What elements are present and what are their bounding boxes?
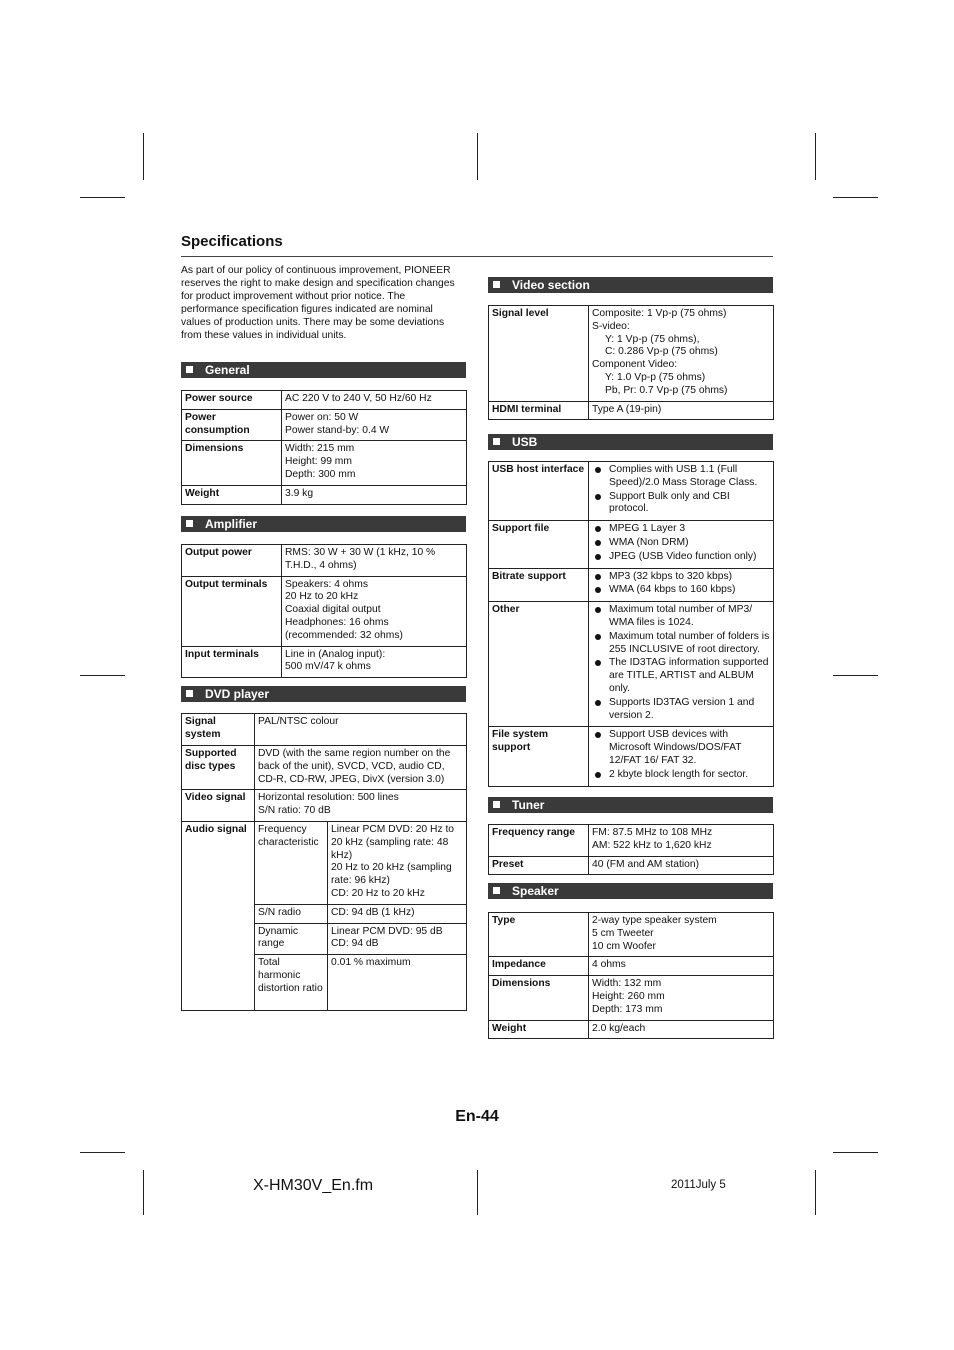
table-row (489, 727, 774, 786)
table-row (182, 485, 467, 504)
crop-mark (80, 197, 125, 198)
table-row (182, 746, 467, 790)
value-line: Horizontal resolution: 500 lines (258, 792, 399, 804)
bullet-list (592, 729, 770, 781)
spec-value: 0.01 % maximum (328, 955, 467, 1011)
value-line: 500 mV/47 k ohms (285, 661, 371, 673)
value-line: 20 Hz to 20 kHz (285, 591, 359, 603)
spec-key: Output power (182, 545, 282, 577)
spec-value (282, 409, 467, 441)
bullet-item: JPEG (USB Video function only) (592, 551, 770, 564)
spec-value (589, 521, 774, 568)
bullet-item: Support USB devices with Microsoft Windows/DOS/FAT 12/FAT 16/ FAT 32. (592, 729, 770, 767)
spec-key: Power consumption (182, 409, 282, 441)
footer-filename: X-HM30V_En.fm (253, 1177, 374, 1194)
spec-subkey: Frequency characteristic (255, 821, 328, 904)
bullet-item: WMA (64 kbps to 160 kbps) (592, 584, 770, 597)
table-row (489, 602, 774, 727)
bullet-list (592, 523, 770, 563)
square-bullet-icon (493, 801, 500, 808)
spec-key: Audio signal (182, 821, 255, 1010)
bullet-item: Support Bulk only and CBI protocol. (592, 491, 770, 517)
table-row (489, 957, 774, 976)
value-line: RMS: 30 W + 30 W (1 kHz, 10 % T.H.D., 4 ohms) (285, 547, 436, 571)
spec-key: Signal level (489, 306, 589, 402)
section-header-dvd (181, 686, 466, 702)
value-line: 40 (FM and AM station) (592, 858, 700, 870)
spec-key: Signal system (182, 714, 255, 746)
crop-mark (833, 197, 878, 198)
value-line: Y: 1 Vp-p (75 ohms), (605, 333, 700, 345)
spec-key: Impedance (489, 957, 589, 976)
value-line: Width: 132 mm (592, 978, 662, 990)
section-header-usb (488, 434, 773, 450)
spec-value (589, 913, 774, 957)
value-line: Width: 215 mm (285, 443, 355, 455)
bullet-item: Maximum total number of folders is 255 INCLUSIVE of root directory. (592, 631, 770, 657)
bullet-item: Supports ID3TAG version 1 and version 2. (592, 697, 770, 723)
spec-key: Input terminals (182, 646, 282, 678)
value-line: Composite: 1 Vp-p (75 ohms) (592, 308, 727, 319)
spec-value (589, 856, 774, 875)
crop-mark (833, 675, 878, 676)
page-number: En-44 (455, 1108, 499, 1125)
value-line: Depth: 300 mm (285, 468, 356, 480)
value-line: Depth: 173 mm (592, 1003, 663, 1015)
value-line: Line in (Analog input): (285, 648, 386, 660)
crop-mark (143, 1170, 144, 1215)
value-line: Pb, Pr: 0.7 Vp-p (75 ohms) (605, 384, 728, 396)
table-row (182, 714, 467, 746)
spec-value: Type A (19-pin) (589, 401, 774, 420)
spec-subkey: Dynamic range (255, 923, 328, 955)
spec-key: File system support (489, 727, 589, 786)
square-bullet-icon (493, 438, 500, 445)
table-row (489, 568, 774, 602)
table-row (182, 821, 467, 904)
value-line: C: 0.286 Vp-p (75 ohms) (605, 346, 718, 358)
table-row (182, 409, 467, 441)
value-line: Headphones: 16 ohms (285, 616, 389, 628)
square-bullet-icon (186, 690, 193, 697)
footer-date: 2011July 5 (671, 1179, 726, 1191)
value-line: S-video: (592, 320, 630, 332)
spec-key: Weight (182, 485, 282, 504)
spec-value (589, 462, 774, 521)
bullet-item: Maximum total number of MP3/ WMA files is 1024. (592, 604, 770, 630)
spec-value (589, 976, 774, 1020)
table-row (182, 646, 467, 678)
spec-value: PAL/NTSC colour (255, 714, 467, 746)
bullet-item: The ID3TAG information supported are TITLE, ARTIST and ALBUM only. (592, 657, 770, 695)
section-title: Video section (512, 278, 590, 292)
bullet-item: 2 kbyte block length for sector. (592, 769, 770, 782)
bullet-list (592, 464, 770, 516)
table-row (182, 391, 467, 410)
crop-mark (815, 133, 816, 180)
spec-value (255, 790, 467, 822)
value-line: Y: 1.0 Vp-p (75 ohms) (605, 371, 706, 383)
spec-value (282, 485, 467, 504)
value-line: CD: 94 dB (331, 938, 379, 950)
bullet-item: WMA (Non DRM) (592, 537, 770, 550)
bullet-item: MP3 (32 kbps to 320 kbps) (592, 571, 770, 584)
dvd-table (181, 713, 467, 1011)
section-header-video (488, 277, 773, 293)
value-line: Component Video: (592, 359, 678, 371)
section-title: Tuner (512, 798, 545, 812)
value-line: (recommended: 32 ohms) (285, 629, 403, 641)
table-row (182, 790, 467, 822)
square-bullet-icon (186, 366, 193, 373)
value-line: 4 ohms (592, 959, 626, 971)
crop-mark (143, 133, 144, 180)
spec-value (589, 568, 774, 602)
value-line: 5 cm Tweeter (592, 927, 654, 939)
spec-key: Output terminals (182, 576, 282, 646)
spec-value (589, 957, 774, 976)
spec-value (282, 646, 467, 678)
spec-key: Support file (489, 521, 589, 568)
value-line: 3.9 kg (285, 487, 314, 499)
spec-key: Dimensions (489, 976, 589, 1020)
value-line: Coaxial digital output (285, 604, 381, 616)
spec-key: Preset (489, 856, 589, 875)
crop-mark (815, 1170, 816, 1215)
general-table (181, 390, 467, 505)
crop-mark (477, 1170, 478, 1215)
spec-value (589, 1020, 774, 1039)
table-row (489, 462, 774, 521)
spec-value (589, 602, 774, 727)
value-line: S/N ratio: 70 dB (258, 805, 331, 817)
spec-key: Dimensions (182, 441, 282, 485)
title-rule (181, 256, 773, 257)
spec-subkey: S/N radio (255, 904, 328, 923)
spec-value (328, 821, 467, 904)
value-line: Linear PCM DVD: 95 dB (331, 925, 443, 937)
bullet-list (592, 571, 770, 598)
crop-mark (80, 1152, 125, 1153)
value-line: 2.0 kg/each (592, 1022, 646, 1034)
spec-value (282, 391, 467, 410)
section-header-amplifier (181, 516, 466, 532)
spec-value (589, 306, 774, 402)
usb-table (488, 461, 774, 787)
section-title: General (205, 363, 250, 377)
crop-mark (833, 1152, 878, 1153)
spec-value (589, 825, 774, 857)
spec-key: Video signal (182, 790, 255, 822)
spec-key: Supported disc types (182, 746, 255, 790)
table-row (182, 441, 467, 485)
table-row (489, 856, 774, 875)
table-row (182, 576, 467, 646)
table-row (489, 913, 774, 957)
spec-value (328, 923, 467, 955)
spec-value: CD: 94 dB (1 kHz) (328, 904, 467, 923)
table-row (489, 306, 774, 402)
section-title: Speaker (512, 884, 559, 898)
value-line: 2-way type speaker system (592, 915, 717, 926)
amplifier-table (181, 544, 467, 678)
section-header-general (181, 362, 466, 378)
spec-key: HDMI terminal (489, 401, 589, 420)
spec-value (282, 576, 467, 646)
section-title: Amplifier (205, 517, 258, 531)
value-line: Height: 260 mm (592, 990, 665, 1002)
value-line: CD: 20 Hz to 20 kHz (331, 887, 425, 899)
spec-subkey: Total harmonic distortion ratio (255, 955, 328, 1011)
spec-value (589, 727, 774, 786)
bullet-item: Complies with USB 1.1 (Full Speed)/2.0 Mass Storage Class. (592, 464, 770, 490)
speaker-table (488, 912, 774, 1039)
value-line: Speakers: 4 ohms (285, 578, 368, 590)
square-bullet-icon (186, 520, 193, 527)
spec-key: Type (489, 913, 589, 957)
tuner-table (488, 824, 774, 875)
section-header-tuner (488, 797, 773, 813)
table-row (182, 545, 467, 577)
square-bullet-icon (493, 281, 500, 288)
spec-key: Weight (489, 1020, 589, 1039)
video-table (488, 305, 774, 420)
page-title: Specifications (181, 233, 283, 250)
spec-value (282, 441, 467, 485)
spec-key: Frequency range (489, 825, 589, 857)
crop-mark (477, 133, 478, 180)
spec-key: Bitrate support (489, 568, 589, 602)
table-row (489, 521, 774, 568)
section-title: DVD player (205, 687, 270, 701)
value-line: Power on: 50 W (285, 411, 359, 423)
intro-paragraph: As part of our policy of continuous improvement, PIONEER reserves the right to make design and specification changes for product improvement without prior notice. The performance specification figures indicated are nominal values of production units. There may be some deviations from these values in individual units. (181, 265, 455, 341)
value-line: AC 220 V to 240 V, 50 Hz/60 Hz (285, 393, 432, 404)
spec-key: Other (489, 602, 589, 727)
table-row (489, 976, 774, 1020)
spec-value: DVD (with the same region number on the back of the unit), SVCD, VCD, audio CD, CD-R, CD-RW, JPEG, DivX (version 3.0) (255, 746, 467, 790)
bullet-list (592, 604, 770, 722)
spec-key: Power source (182, 391, 282, 410)
value-line: Linear PCM DVD: 20 Hz to 20 kHz (sampling rate: 48 kHz) (331, 823, 455, 861)
table-row (489, 1020, 774, 1039)
value-line: Power stand-by: 0.4 W (285, 424, 390, 436)
section-title: USB (512, 435, 538, 449)
table-row (489, 401, 774, 420)
square-bullet-icon (493, 887, 500, 894)
section-header-speaker (488, 883, 773, 899)
value-line: 10 cm Woofer (592, 940, 656, 952)
value-line: FM: 87.5 MHz to 108 MHz (592, 827, 713, 838)
crop-mark (80, 675, 125, 676)
bullet-item: MPEG 1 Layer 3 (592, 523, 770, 536)
spec-key: USB host interface (489, 462, 589, 521)
value-line: Height: 99 mm (285, 456, 352, 468)
value-line: AM: 522 kHz to 1,620 kHz (592, 839, 712, 851)
spec-value (282, 545, 467, 577)
table-row (489, 825, 774, 857)
value-line: 20 Hz to 20 kHz (sampling rate: 96 kHz) (331, 862, 452, 887)
